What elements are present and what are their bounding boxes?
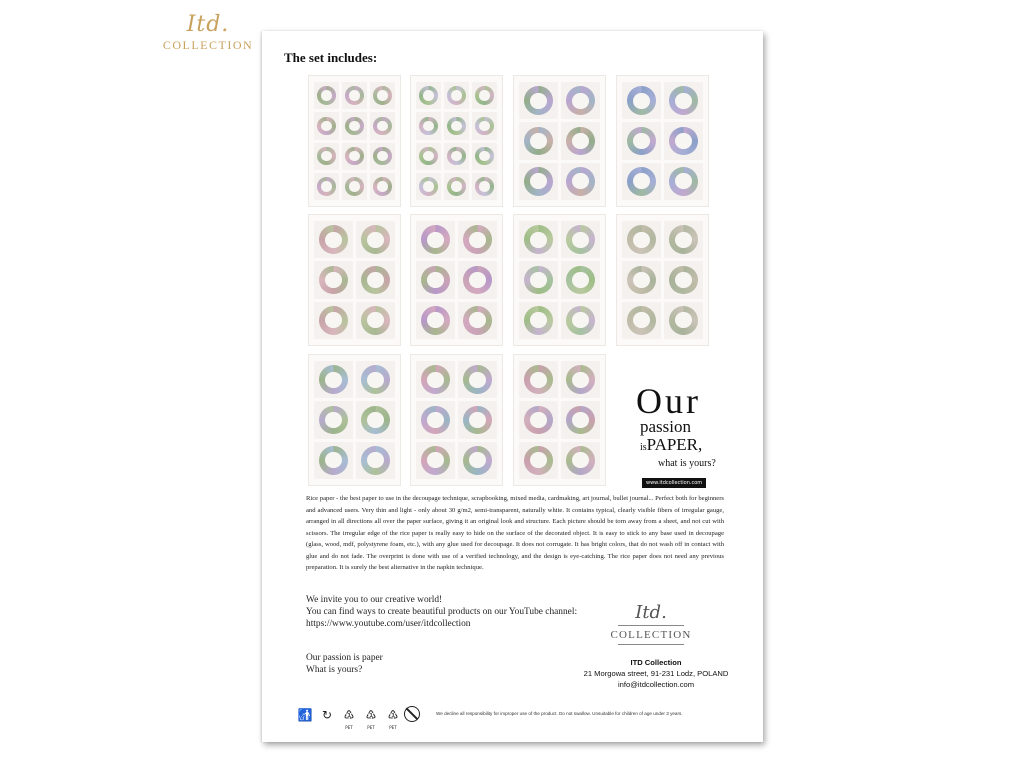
footer-logo-word: COLLECTION [610,629,692,641]
wreath-image [319,266,348,295]
wreath-cell [561,82,600,119]
youtube-link[interactable]: https://www.youtube.com/user/itdcollection [306,619,471,629]
wreath-image [361,266,390,295]
wreath-image [361,225,390,254]
recycling-symbols [297,707,401,730]
wreath-cell [416,173,441,200]
wreath-image [345,86,364,105]
wreath-image [373,117,392,136]
wreath-cell [416,361,455,398]
wreath-image [421,266,450,295]
wreath-image [319,225,348,254]
wreath-image [524,365,553,394]
wreath-image [447,86,466,105]
wreath-cell [356,442,395,479]
wreath-image [373,147,392,166]
wreath-image [421,446,450,475]
wreath-image [361,365,390,394]
wreath-image [463,365,492,394]
wreath-image [524,127,553,156]
wreath-cell [370,82,395,109]
wreath-image [566,167,595,196]
wreath-cell [561,261,600,298]
sheet-thumbnail [410,354,503,486]
person-bin-icon: 🚮 [297,708,313,722]
wreath-cell [416,442,455,479]
recycle-pet-icon: ♳ PET [385,707,401,723]
wreath-image [317,177,336,196]
wreath-cell [416,143,441,170]
wreath-image [421,306,450,335]
wreath-image [627,127,656,156]
sheet-thumbnail [410,214,503,346]
disclaimer-text: We decline all responsibility for improper use of the product. Do not swallow. Unsuitable for children of age under 3 years. [436,711,683,716]
motto-line-2: What is yours? [306,665,363,675]
brand-logo-script: Itd. [186,12,230,37]
wreath-cell [416,261,455,298]
wreath-image [669,306,698,335]
sheet-thumbnail [410,75,503,207]
wreath-image [475,117,494,136]
wreath-cell [458,221,497,258]
wreath-image [627,86,656,115]
wreath-image [319,306,348,335]
sheet-thumbnail [308,354,401,486]
sheet-thumbnail [513,75,606,207]
wreath-image [361,406,390,435]
wreath-cell [561,401,600,438]
motto-line-1: Our passion is paper [306,653,383,663]
wreath-cell [444,82,469,109]
wreath-image [627,306,656,335]
footer-logo-rule [618,625,684,626]
wreath-image [627,225,656,254]
recycle-arrow-icon: ↻ [321,708,333,722]
footer-logo-rule-2 [618,644,684,645]
wreath-cell [664,302,703,339]
wreath-cell [622,302,661,339]
wreath-cell [519,361,558,398]
wreath-cell [314,302,353,339]
wreath-cell [342,173,367,200]
wreath-image [566,306,595,335]
wreath-image [669,225,698,254]
wreath-image [627,167,656,196]
wreath-cell [356,302,395,339]
wreath-image [373,86,392,105]
recycle-pet-icon: ♳ PET [341,707,357,723]
brand-logo-word: COLLECTION [162,38,254,52]
wreath-cell [622,163,661,200]
wreath-image [463,225,492,254]
wreath-cell [664,163,703,200]
slogan-passion: passion [640,417,691,436]
motto-text [306,652,383,676]
wreath-image [463,306,492,335]
slogan-what: what is yours? [658,458,716,469]
slogan-is-paper: isPAPER, [640,435,703,454]
product-sheet [262,31,763,742]
wreath-image [566,365,595,394]
wreath-cell [472,82,497,109]
wreath-cell [519,82,558,119]
wreath-image [566,406,595,435]
wreath-cell [458,361,497,398]
company-name: ITD Collection [630,658,682,667]
sheet-thumbnail [308,214,401,346]
wreath-cell [519,221,558,258]
wreath-cell [519,163,558,200]
slogan-paper: PAPER [646,435,699,454]
sheet-thumbnail [308,75,401,207]
wreath-cell [561,163,600,200]
wreath-image [419,147,438,166]
product-description: Rice paper - the best paper to use in the decoupage technique, scrapbooking, mixed media, cardmaking, art journal, bullet journal... Perfect both for beginners and advanced users. Very thin and light - only about 30 g/m2, semi-transparent, naturally white. It contains typical, clearly visible fibers of irregular gauge, arranged in all directions all over the paper surface, giving it an original look and structure. Each picture should be torn away from a sheet, and not cut with scissors. The irregular edge of the rice paper is really easy to hide on the surface of the decorated object. It is easy to stick to any base used in decoupage (glass, wood, mdf, polystyrene foam, etc.), with any glue used for decoupage. It does not corrugate. It has bright colors, that do not wash off in contact with glue and do not fade. The overprint is done with use of a verified technology, and the design is eye-catching. The rice paper does not need any previous preparation. It is surely the best alternative in the napkin technique. [306,495,724,571]
wreath-cell [370,112,395,139]
wreath-cell [314,361,353,398]
wreath-cell [314,173,339,200]
wreath-image [463,446,492,475]
invite-text [306,594,577,630]
wreath-cell [561,302,600,339]
wreath-image [447,117,466,136]
wreath-cell [561,122,600,159]
wreath-cell [561,361,600,398]
wreath-cell [314,82,339,109]
wreath-cell [458,261,497,298]
wreath-image [317,117,336,136]
wreath-image [319,446,348,475]
wreath-cell [622,122,661,159]
wreath-image [447,177,466,196]
wreath-image [317,147,336,166]
wreath-image [669,86,698,115]
wreath-cell [416,221,455,258]
recycle-label: PET [345,725,353,730]
wreath-cell [356,221,395,258]
wreath-image [421,365,450,394]
set-heading: The set includes: [284,50,378,65]
wreath-image [669,167,698,196]
slogan-is: is [640,442,647,453]
wreath-cell [519,401,558,438]
wreath-cell [664,261,703,298]
wreath-cell [472,143,497,170]
footer-logo-script: Itd. [635,602,667,623]
invite-line-2: You can find ways to create beautiful products on our YouTube channel: [306,607,578,617]
wreath-image [317,86,336,105]
wreath-cell [314,401,353,438]
wreath-cell [472,173,497,200]
sheet-thumbnail [513,354,606,486]
wreath-cell [622,261,661,298]
wreath-cell [370,143,395,170]
wreath-image [524,167,553,196]
wreath-image [566,446,595,475]
wreath-cell [416,112,441,139]
wreath-cell [342,143,367,170]
wreath-image [361,446,390,475]
footer-logo [600,604,702,648]
wreath-cell [622,221,661,258]
wreath-cell [314,261,353,298]
wreath-cell [314,112,339,139]
wreath-cell [444,112,469,139]
wreath-image [447,147,466,166]
wreath-cell [342,112,367,139]
wreath-image [319,406,348,435]
wreath-image [419,117,438,136]
wreath-image [669,127,698,156]
wreath-cell [356,401,395,438]
brand-logo [148,14,268,53]
wreath-image [566,127,595,156]
wreath-image [421,406,450,435]
wreath-image [524,266,553,295]
slogan-our: Our [636,381,701,421]
wreath-cell [342,82,367,109]
wreath-image [463,406,492,435]
wreath-cell [519,442,558,479]
wreath-cell [622,82,661,119]
wreath-cell [356,361,395,398]
wreath-image [524,406,553,435]
recycle-label: PET [367,725,375,730]
wreath-image [566,266,595,295]
wreath-cell [664,82,703,119]
company-address [556,657,756,690]
wreath-image [475,147,494,166]
wreath-image [524,86,553,115]
wreath-cell [370,173,395,200]
wreath-cell [314,442,353,479]
wreath-cell [519,261,558,298]
wreath-cell [561,221,600,258]
wreath-cell [519,122,558,159]
slogan-url: www.itdcollection.com [642,478,706,488]
wreath-cell [472,112,497,139]
wreath-image [475,177,494,196]
wreath-cell [458,302,497,339]
wreath-image [463,266,492,295]
wreath-cell [416,82,441,109]
wreath-image [319,365,348,394]
wreath-image [345,147,364,166]
no-swallow-icon [404,706,420,722]
wreath-cell [356,261,395,298]
company-email[interactable]: info@itdcollection.com [617,680,695,689]
wreath-image [421,225,450,254]
invite-line-1: We invite you to our creative world! [306,595,443,605]
wreath-image [627,266,656,295]
wreath-image [361,306,390,335]
recycle-pet-icon: ♳ PET [363,707,379,723]
sheet-thumbnail [616,75,709,207]
wreath-image [345,117,364,136]
wreath-cell [664,122,703,159]
wreath-image [373,177,392,196]
wreath-image [419,86,438,105]
wreath-image [345,177,364,196]
wreath-cell [444,143,469,170]
sheet-thumbnail [513,214,606,346]
passion-slogan [636,381,741,489]
wreath-cell [416,401,455,438]
wreath-image [566,86,595,115]
wreath-cell [664,221,703,258]
wreath-cell [416,302,455,339]
wreath-image [524,446,553,475]
wreath-image [475,86,494,105]
wreath-cell [314,221,353,258]
wreath-image [419,177,438,196]
sheet-thumbnail [616,214,709,346]
wreath-cell [519,302,558,339]
wreath-image [524,306,553,335]
wreath-cell [458,442,497,479]
wreath-cell [458,401,497,438]
wreath-image [524,225,553,254]
recycle-label: PET [389,725,397,730]
wreath-image [669,266,698,295]
wreath-cell [444,173,469,200]
wreath-image [566,225,595,254]
wreath-cell [314,143,339,170]
company-street: 21 Morgowa street, 91-231 Lodz, POLAND [583,669,729,678]
wreath-cell [561,442,600,479]
